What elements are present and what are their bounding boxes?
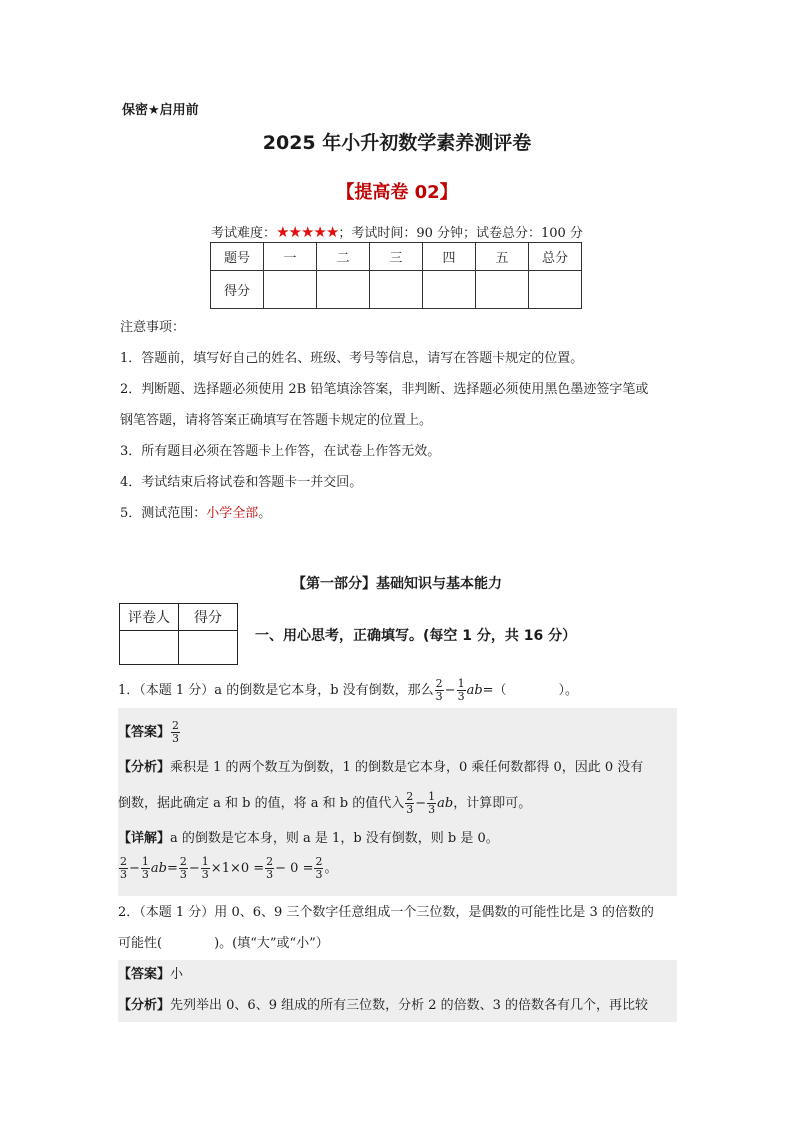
q1-detail-1: 【详解】a 的倒数是它本身，则 a 是 1，b 没有倒数，则 b 是 0。: [118, 831, 499, 846]
question-2-line-2: 可能性( )。(填“大”或“小”）: [118, 936, 329, 951]
note-item-scope: [120, 505, 271, 523]
score-header: 题号: [211, 243, 264, 271]
note-item: 3．所有题目必须在答题卡上作答，在试卷上作答无效。: [120, 444, 441, 459]
q1-analysis-1: 【分析】乘积是 1 的两个数互为倒数，1 的倒数是它本身，0 乘任何数都得 0，因此 0 没有: [118, 760, 644, 775]
q1-text-b: =（ ）。: [482, 683, 579, 698]
note-item: 2．判断题、选择题必须使用 2B 铅笔填涂答案，非判断、选择题必须使用黑色墨迹签字笔或: [120, 382, 649, 397]
scope-prefix: 5．测试范围：: [120, 506, 207, 521]
score-cell[interactable]: [476, 271, 529, 309]
note-item: 钢笔答题，请将答案正确填写在答题卡规定的位置上。: [120, 413, 433, 428]
score-cell[interactable]: [423, 271, 476, 309]
score-cell[interactable]: [317, 271, 370, 309]
exam-subtitle: 【提高卷 02】: [336, 182, 458, 203]
confidential-label: 保密★启用前: [122, 103, 199, 118]
scope-value: 小学全部: [206, 506, 259, 521]
exam-title: 2025 年小升初数学素养测评卷: [262, 132, 532, 154]
question-1: 1．（本题 1 分）a 的倒数是它本身，b 没有倒数，那么 $\frac{2}{3}$ − $\frac{1}{3}$ ab=（ ）。: [118, 677, 579, 703]
score-row-label: 得分: [211, 271, 264, 309]
difficulty-label: 考试难度：: [211, 226, 277, 241]
q2-answer: 【答案】小: [118, 967, 184, 982]
score-header: 三: [370, 243, 423, 271]
q1-text-a: 1．（本题 1 分）a 的倒数是它本身，b 没有倒数，那么: [118, 683, 434, 698]
time-info: ；考试时间：90 分钟；试卷总分：100 分: [338, 226, 583, 241]
q2-answer-block: [118, 960, 677, 1022]
score-header: 二: [317, 243, 370, 271]
score-header: 总分: [529, 243, 582, 271]
grader-score-cell[interactable]: [179, 631, 238, 665]
score-cell[interactable]: [264, 271, 317, 309]
question-group-heading: 一、用心思考，正确填写。(每空 1 分，共 16 分）: [255, 628, 577, 644]
score-cell[interactable]: [529, 271, 582, 309]
q1-detail-2: $\frac{2}{3}$ − $\frac{1}{3}$ ab= $\frac{2}{3}$ − $\frac{1}{3}$ ×1×0 = $\frac{2}{3}$ − 0 = $\frac{2}{3}$ 。: [120, 855, 338, 881]
q1-answer-block: [118, 708, 677, 896]
score-cell[interactable]: [370, 271, 423, 309]
grader-header: 评卷人: [120, 604, 179, 631]
fraction-2-3: $\frac{2}{3}$: [435, 677, 443, 703]
scope-suffix: 。: [258, 506, 272, 521]
section-title: 【第一部分】基础知识与基本能力: [292, 576, 502, 592]
question-2-line-1: 2．（本题 1 分）用 0、6、9 三个数字任意组成一个三位数，是偶数的可能性比是 3 的倍数的: [118, 905, 654, 920]
q1-analysis-2: 倒数，据此确定 a 和 b 的值，将 a 和 b 的值代入 $\frac{2}{3}$ − $\frac{1}{3}$ ab，计算即可。: [118, 790, 532, 816]
notes-title: 注意事项：: [120, 320, 186, 335]
grader-cell[interactable]: [120, 631, 179, 665]
grader-table: [119, 603, 238, 665]
answer-fraction: $\frac{2}{3}$: [172, 719, 180, 745]
exam-info: [0, 222, 794, 241]
grader-score-header: 得分: [179, 604, 238, 631]
note-item: 1．答题前，填写好自己的姓名、班级、考号等信息，请写在答题卡规定的位置。: [120, 351, 584, 366]
score-header: 四: [423, 243, 476, 271]
q2-analysis: 【分析】先列举出 0、6、9 组成的所有三位数，分析 2 的倍数、3 的倍数各有几个，再比较: [118, 998, 649, 1013]
score-table: [210, 242, 582, 309]
score-header: 五: [476, 243, 529, 271]
fraction-1-3: $\frac{1}{3}$: [457, 677, 465, 703]
score-header: 一: [264, 243, 317, 271]
q1-answer: 【答案】 $\frac{2}{3}$: [118, 719, 180, 745]
difficulty-stars: ★★★★★: [276, 223, 339, 241]
note-item: 4．考试结束后将试卷和答题卡一并交回。: [120, 475, 363, 490]
